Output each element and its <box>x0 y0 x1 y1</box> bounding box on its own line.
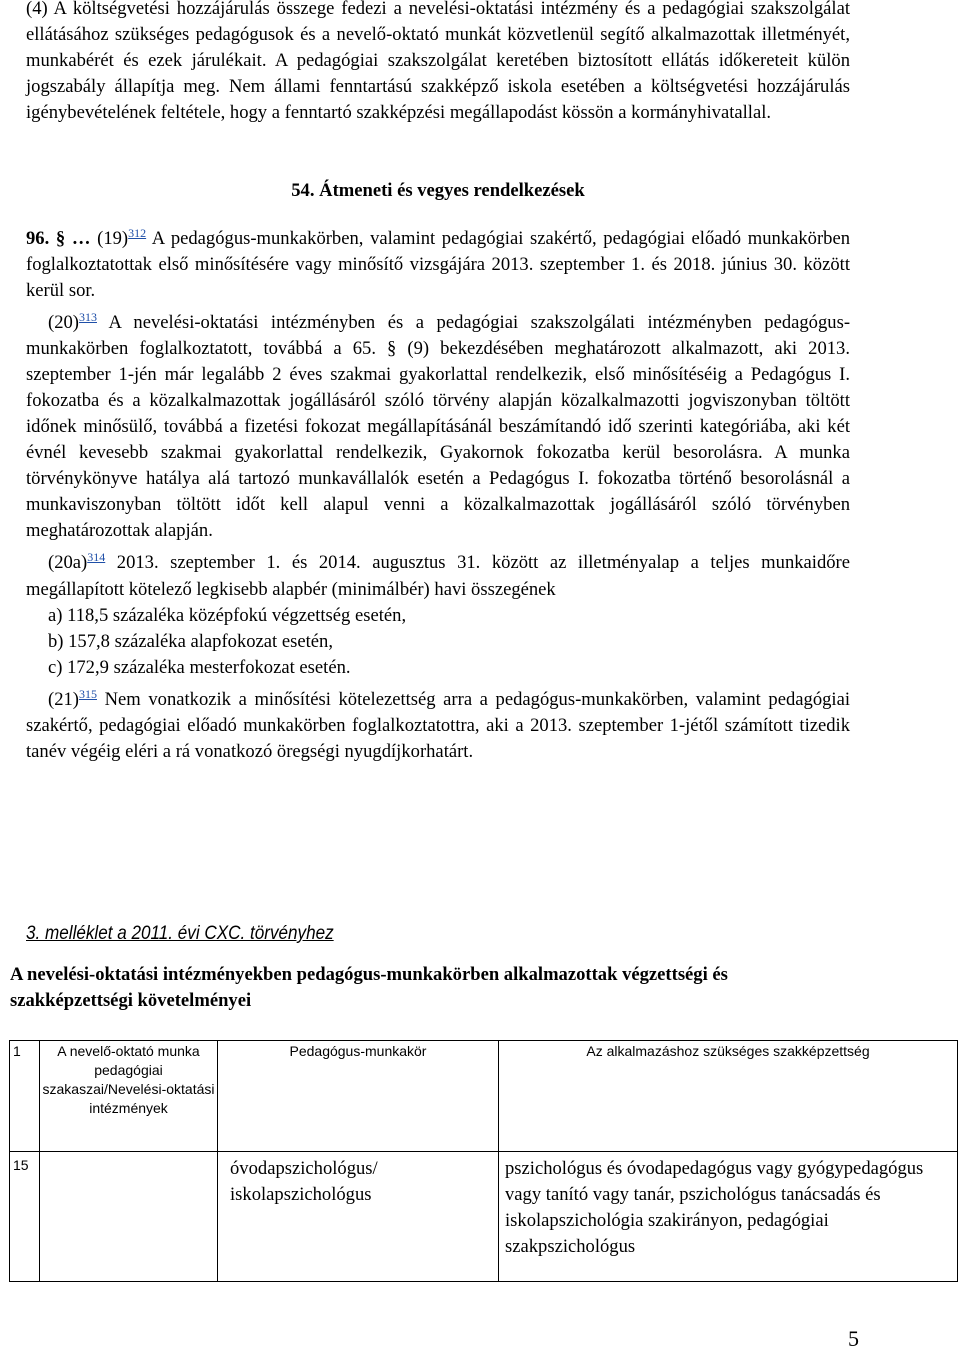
table-row <box>10 1152 958 1282</box>
paragraph-21 <box>26 681 850 765</box>
paragraph-19-text: A pedagógus-munkakörben, valamint pedagógiai szakértő, pedagógiai előadó munkakörben foglalkoztatottak első minősítésére vagy minősítő vizsgájára 2013. szeptember 1. és 2018. június 30. között kerül sor. <box>26 228 851 302</box>
list-item: a) 118,5 százaléka középfokú végzettség esetén, <box>48 604 407 626</box>
section-number: 96. § … <box>26 228 91 250</box>
document-page <box>26 0 850 765</box>
paragraph-4: (4) A költségvetési hozzájárulás összege fedezi a nevelési-oktatási intézmény és a pedagógiai szakszolgálat ellátásához szükséges pedagógusok és a nevelő-oktató munkát közvetlenül segítő alkalmazottak illetményét, munkabérét és ezek járulékait. A pedagógiai szakszolgálat keretében biztosított ellátás időkereteit külön jogszabály állapítja meg. Nem állami fenntartású szakképző iskola esetében a költségvetési hozzájárulás igénybevételének feltétele, hogy a fenntartó szakképzési megállapodást kössön a kormányhivatallal. <box>26 0 850 123</box>
footnote-link-313[interactable]: 313 <box>78 310 97 325</box>
header-col-number: 1 <box>10 1041 40 1152</box>
page-number: 5 <box>848 1326 859 1351</box>
paragraph-20a-number: (20a) <box>48 552 88 574</box>
row-qualification: pszichológus és óvodapedagógus vagy gyógypedagógus vagy tanító vagy tanár, pszichológus tanácsadás és iskolapszichológia szakirányon, pedagógiai szakpszichológus <box>499 1152 958 1282</box>
list-item: b) 157,8 százaléka alapfokozat esetén, <box>48 630 333 652</box>
table-header-row <box>10 1041 958 1152</box>
paragraph-20 <box>26 304 850 544</box>
requirements-table <box>9 1040 958 1282</box>
paragraph-19 <box>26 220 850 304</box>
footnote-link-312[interactable]: 312 <box>128 226 147 240</box>
header-col-stage: A nevelő-oktató munka pedagógiai szakaszai/Nevelési-oktatási intézmények <box>40 1041 218 1152</box>
annex-title: A nevelési-oktatási intézményekben pedagógus-munkakörben alkalmazottak végzettségi és szakképzettségi követelményei <box>10 964 728 1011</box>
header-col-qualification: Az alkalmazáshoz szükséges szakképzettség <box>499 1041 958 1152</box>
row-stage <box>40 1152 218 1282</box>
row-number: 15 <box>10 1152 40 1282</box>
paragraph-20a-text: 2013. szeptember 1. és 2014. augusztus 31. között az illetményalap a teljes munkaidőre megállapított kötelező legkisebb alapbér (minimálbér) havi összegének <box>26 552 850 600</box>
list-item: c) 172,9 százaléka mesterfokozat esetén. <box>48 656 351 678</box>
row-role: óvodapszichológus/ iskolapszichológus <box>218 1152 499 1282</box>
header-col-role: Pedagógus-munkakör <box>218 1041 499 1152</box>
paragraph-20a <box>26 544 850 602</box>
footnote-link-315[interactable]: 315 <box>78 686 97 701</box>
paragraph-20-number: (20) <box>48 312 79 334</box>
annex-link[interactable]: 3. melléklet a 2011. évi CXC. törvényhez <box>26 923 334 944</box>
paragraph-21-text: Nem vonatkozik a minősítési kötelezettség arra a pedagógus-munkakörben, valamint pedagógiai szakértő, pedagógiai előadó munkakörben foglalkoztatottra, aki a 2013. szeptember 1-jétől számított tizedik tanév végéig eléri a rá vonatkozó öregségi nyugdíjkorhatárt. <box>26 688 851 762</box>
paragraph-19-number: (19) <box>97 228 129 250</box>
paragraph-21-number: (21) <box>48 688 79 710</box>
paragraph-20-text: A nevelési-oktatási intézményben és a pedagógiai szakszolgálati intézményben pedagógus-munkakörben foglalkoztatott, továbbá a 65. § (9) bekezdésében meghatározott alkalmazott, aki 2013. szeptember 1-jén már legalább 2 éves szakmai gyakorlattal rendelkezik, első minősítéséig a Pedagógus I. fokozatba és a közalkalmazottak jogállásáról szóló törvény alapján közalkalmazotti jogviszonyban töltött időnek minősülő, továbbá a fizetési fokozat megállapításánál beszámítandó idő szerinti kategóriába, aki két évnél kevesebb szakmai gyakorlattal rendelkezik, Gyakornok fokozatba kerül besorolásra. A munka törvénykönyve hatálya alá tartozó munkavállalók esetén a Pedagógus I. fokozatba történő besorolásnál a munkaviszonyban töltött időt kell alapul venni a közalkalmazottak jogállásáról szóló törvényben meghatározottak alapján. <box>26 312 851 542</box>
section-heading: 54. Átmeneti és vegyes rendelkezések <box>291 180 585 201</box>
footnote-link-314[interactable]: 314 <box>87 550 106 565</box>
